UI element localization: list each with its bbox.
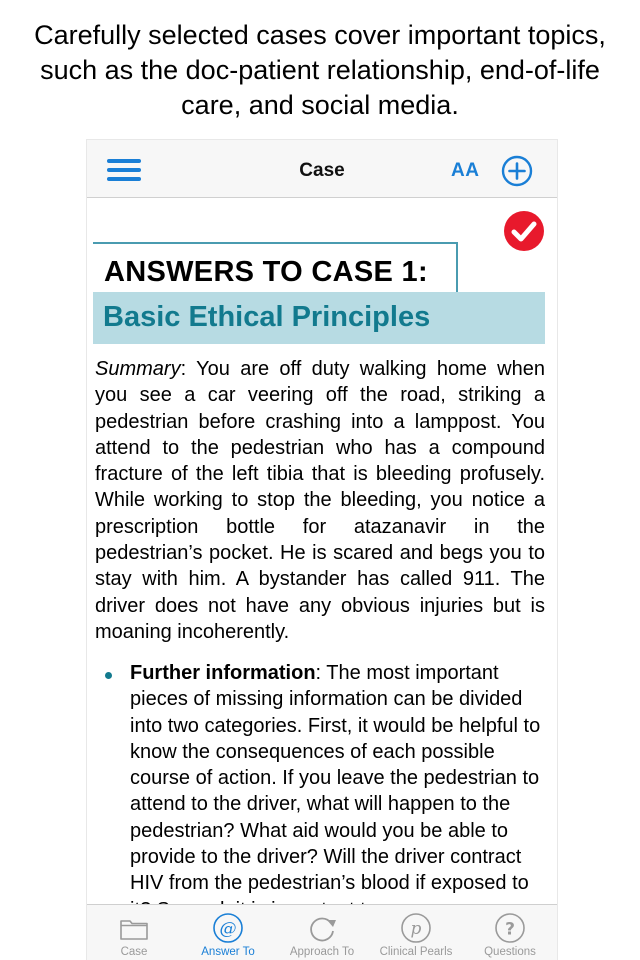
navigation-bar	[87, 140, 557, 198]
bullet-dot	[105, 672, 112, 679]
plus-circle-icon[interactable]	[501, 155, 533, 187]
answers-heading: ANSWERS TO CASE 1:	[104, 256, 428, 288]
tab-approach-to[interactable]	[275, 905, 369, 960]
summary-text: : You are off duty walking home when you see a car veering off the road, striking a pedestrian before crashing into a lamppost. You attend to the pedestrian who has a compound fracture of the left tibia that is bleeding profusely. While working to stop the bleeding, you notice a prescription bottle for atazanavir in the pedestrian’s pocket. He is scared and begs you to stay with him. A bystander has called 911. The driver does not have any obvious injuries but is moaning incoherently.	[95, 358, 545, 643]
checkmark-badge-icon[interactable]	[503, 210, 545, 252]
bullet-text	[130, 660, 550, 923]
rotate-arrow-icon	[306, 912, 338, 944]
svg-text:p: p	[410, 919, 422, 939]
topic-title: Basic Ethical Principles	[103, 301, 431, 333]
promo-line-3: care, and social media.	[181, 90, 459, 120]
font-size-button[interactable]: AA	[451, 160, 480, 181]
tab-bar	[87, 904, 557, 960]
tab-questions[interactable]	[463, 905, 557, 960]
tab-answer-to[interactable]	[181, 905, 275, 960]
tab-clinical-pearls-label: Clinical Pearls	[379, 946, 453, 958]
page-title: Case	[299, 160, 345, 181]
heading-frame-line	[93, 242, 457, 244]
folder-icon	[118, 912, 150, 944]
device-screen	[87, 140, 557, 960]
tab-case-label: Case	[120, 946, 148, 958]
pearl-p-icon	[400, 912, 432, 944]
tab-clinical-pearls[interactable]	[369, 905, 463, 960]
promo-line-2: such as the doc-patient relationship, end-of-life	[40, 55, 600, 85]
tab-questions-label: Questions	[484, 946, 536, 958]
at-sign-icon	[212, 912, 244, 944]
summary-label: Summary	[95, 358, 181, 380]
bullet-body: : The most important pieces of missing information can be divided into two categories. First, it would be helpful to know the consequences of each possible course of action. If you leave the pedestrian to attend to the driver, what will happen to the pedestrian? What aid would you be able to provide to the driver? Will the driver contract HIV from the pedestrian’s blood if exposed to	[130, 662, 541, 895]
summary-paragraph	[95, 356, 545, 645]
tab-answer-to-label: Answer To	[201, 946, 255, 958]
svg-text:@: @	[219, 919, 237, 939]
tab-case[interactable]	[87, 905, 181, 960]
tab-approach-to-label: Approach To	[289, 946, 355, 958]
promo-caption	[0, 18, 640, 123]
topic-banner	[93, 292, 545, 344]
svg-text:?: ?	[505, 919, 515, 940]
promo-line-1: Carefully selected cases cover important topics,	[34, 20, 606, 50]
bullet-label: Further information	[130, 662, 316, 684]
question-circle-icon	[494, 912, 526, 944]
